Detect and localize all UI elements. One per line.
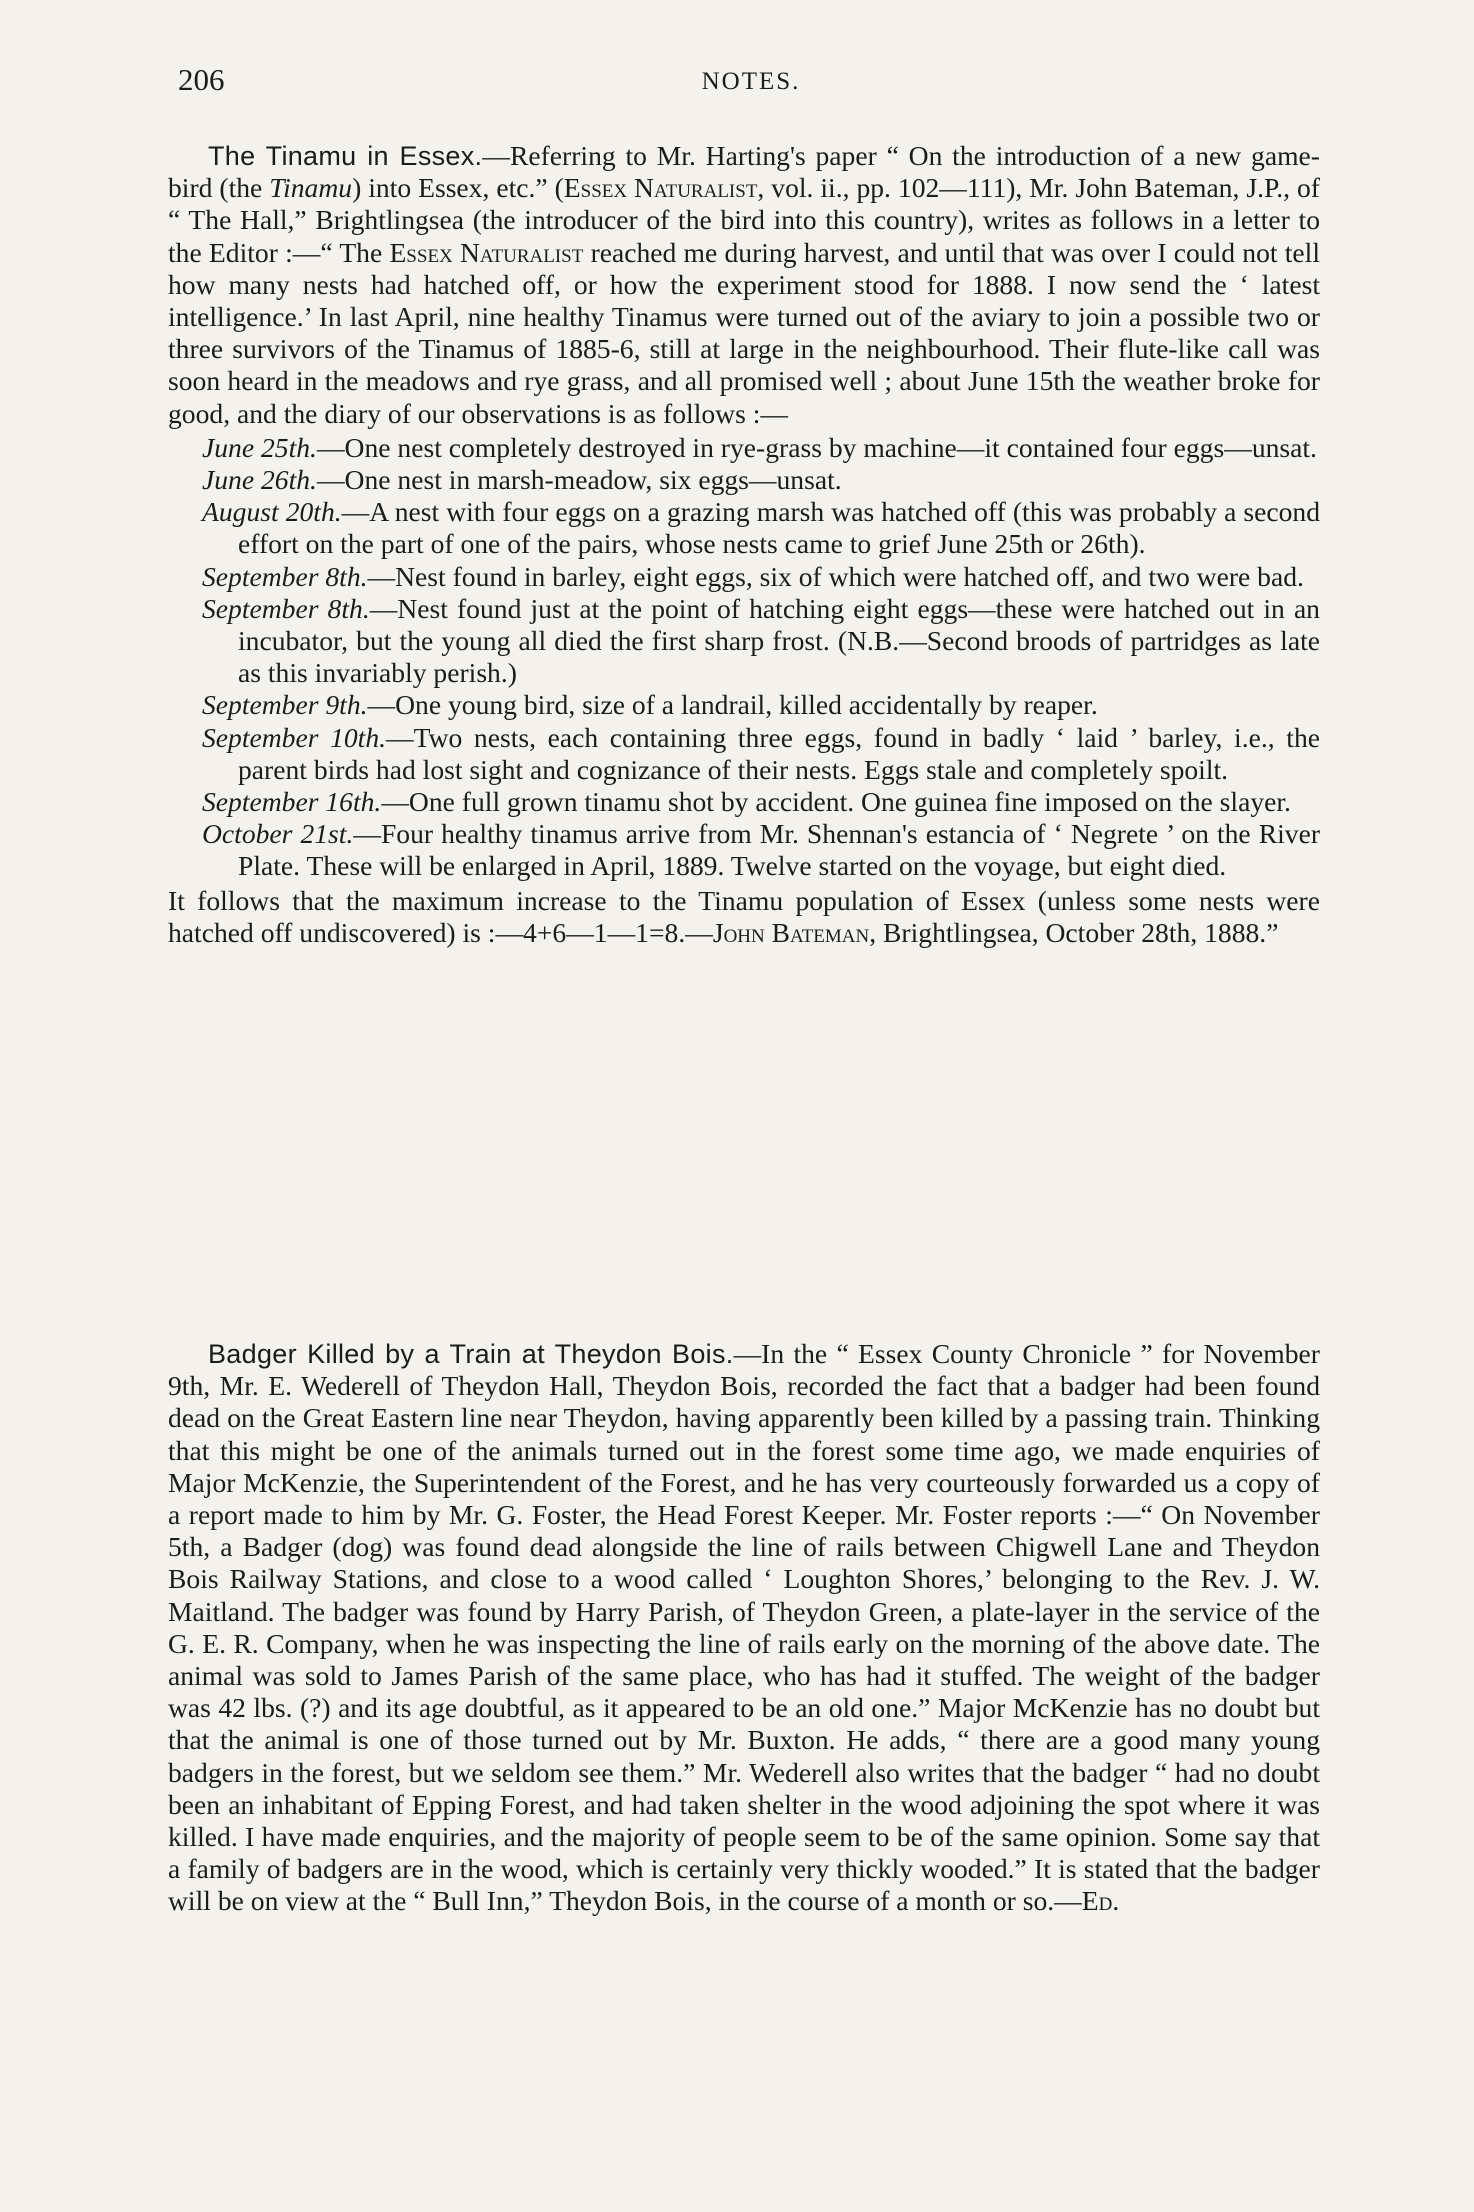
diary-entry bbox=[168, 593, 1320, 690]
diary-entry bbox=[168, 464, 1320, 496]
diary-entry bbox=[168, 432, 1320, 464]
diary-date: September 16th. bbox=[202, 786, 382, 818]
editor-signature: Ed. bbox=[1081, 1885, 1120, 1917]
tinamu-intro-text-4: reached me during harvest, and until that was over I could not tell how many nests had hatched off, or how the experiment stood for 1888. I now send the ‘ latest intelligence.’ In last April, nine healthy Tinamus were turned out of the aviary to join a possible two or three survivors of the Tinamus of 1885-6, still at large in the neighbourhood. Their flute-like call was soon heard in the meadows and rye grass, and all promised well ; about June 15th the weather broke for good, and the diary of our observations is as follows :— bbox=[168, 236, 1320, 429]
diary-entry bbox=[168, 722, 1320, 786]
diary-text: —One young bird, size of a landrail, killed accidentally by reaper. bbox=[367, 689, 1098, 721]
diary-entry bbox=[168, 786, 1320, 818]
diary-text: —Four healthy tinamus arrive from Mr. Shennan's estancia of ‘ Negrete ’ on the River Plate. These will be enlarged in April, 1889. Twelve started on the voyage, but eight died. bbox=[238, 818, 1321, 882]
conclusion-text-1: It follows that the maximum increase to the Tinamu population of Essex (unless some nests were hatched off undiscovered) is :—4+6—1—1=8.— bbox=[168, 884, 1320, 948]
diary-text: —One full grown tinamu shot by accident. One guinea fine imposed on the slayer. bbox=[381, 786, 1291, 818]
page-number: 206 bbox=[178, 62, 225, 97]
diary-date: June 25th. bbox=[202, 431, 317, 463]
diary-list bbox=[168, 432, 1320, 883]
journal-title: Essex Naturalist bbox=[563, 172, 758, 204]
journal-title-2: Essex Naturalist bbox=[389, 236, 584, 268]
diary-date: October 21st. bbox=[202, 818, 354, 850]
diary-date: September 9th. bbox=[202, 689, 368, 721]
tinamu-note bbox=[168, 140, 1320, 949]
badger-note bbox=[168, 1338, 1320, 1918]
conclusion-text-2: , Brightlingsea, October 28th, 1888.” bbox=[869, 916, 1279, 948]
diary-entry bbox=[168, 818, 1320, 882]
diary-text: —A nest with four eggs on a grazing marsh was hatched off (this was probably a second effort on the part of one of the pairs, whose nests came to grief June 25th or 26th). bbox=[238, 496, 1320, 560]
running-title: NOTES. bbox=[701, 68, 801, 95]
tinamu-intro-text-1: —Referring to Mr. Harting's paper “ On the introduction of a new game-bird (the bbox=[168, 140, 1320, 204]
tinamu-intro-paragraph bbox=[168, 140, 1320, 430]
diary-entry bbox=[168, 561, 1320, 593]
diary-date: September 8th. bbox=[202, 560, 368, 592]
badger-heading: Badger Killed by a Train at Theydon Bois. bbox=[208, 1339, 734, 1369]
diary-date: August 20th. bbox=[202, 496, 342, 528]
diary-text: —One nest in marsh-meadow, six eggs—unsat. bbox=[316, 464, 842, 496]
badger-text: —In the “ Essex County Chronicle ” for November 9th, Mr. E. Wederell of Theydon Hall, Theydon Bois, recorded the fact that a badger had been found dead on the Great Eastern line near Theydon, having apparently been killed by a passing train. Thinking that this might be one of the animals turned out in the forest some time ago, we made enquiries of Major McKenzie, the Superintendent of the Forest, and he has very courteously forwarded us a copy of a report made to him by Mr. G. Foster, the Head Forest Keeper. Mr. Foster reports :—“ On November 5th, a Badger (dog) was found dead alongside the line of rails between Chigwell Lane and Theydon Bois Railway Stations, and close to a wood called ‘ Loughton Shores,’ belonging to the Rev. J. W. Maitland. The badger was found by Harry Parish, of Theydon Green, a plate-layer in the service of the G. E. R. Company, when he was inspecting the line of rails early on the morning of the above date. The animal was sold to James Parish of the same place, who has had it stuffed. The weight of the badger was 42 lbs. (?) and its age doubtful, as it appeared to be an old one.” Major McKenzie has no doubt but that the animal is one of those turned out by Mr. Buxton. He adds, “ there are a good many young badgers in the forest, but we seldom see them.” Mr. Wederell also writes that the badger “ had no doubt been an inhabitant of Epping Forest, and had taken shelter in the wood adjoining the spot where it was killed. I have made enquiries, and the majority of people seem to be of the same opinion. Some say that a family of badgers are in the wood, which is certainly very thickly wooded.” It is stated that the badger will be on view at the “ Bull Inn,” Theydon Bois, in the course of a month or so.— bbox=[168, 1338, 1320, 1917]
diary-date: September 10th. bbox=[202, 721, 387, 753]
badger-paragraph bbox=[168, 1338, 1320, 1918]
diary-text: —Nest found in barley, eight eggs, six of which were hatched off, and two were bad. bbox=[367, 560, 1304, 592]
tinamu-intro-text-3: , vol. ii., pp. 102—111), Mr. John Bateman, J.P., of “ The Hall,” Brightlingsea (the introducer of the bird into this country), writes as follows in a letter to the Editor :—“ The bbox=[168, 172, 1320, 268]
diary-entry bbox=[168, 496, 1320, 560]
diary-text: —Two nests, each containing three eggs, found in badly ‘ laid ’ barley, i.e., the parent birds had lost sight and cognizance of their nests. Eggs stale and completely spoilt. bbox=[238, 721, 1320, 785]
tinamu-italic-name: Tinamu bbox=[269, 172, 353, 204]
diary-date: September 8th. bbox=[202, 592, 370, 624]
signature-name: John Bateman bbox=[712, 916, 870, 948]
tinamu-conclusion bbox=[168, 885, 1320, 949]
running-head bbox=[178, 62, 1324, 106]
diary-text: —Nest found just at the point of hatching eight eggs—these were hatched out in an incubator, but the young all died the first sharp frost. (N.B.—Second broods of partridges as late as this invariably perish.) bbox=[238, 592, 1320, 689]
diary-entry bbox=[168, 689, 1320, 721]
diary-date: June 26th. bbox=[202, 464, 317, 496]
tinamu-heading: The Tinamu in Essex. bbox=[208, 141, 483, 171]
tinamu-intro-text-2: ) into Essex, etc.” ( bbox=[352, 172, 564, 204]
diary-text: —One nest completely destroyed in rye-grass by machine—it contained four eggs—unsat. bbox=[316, 431, 1317, 463]
